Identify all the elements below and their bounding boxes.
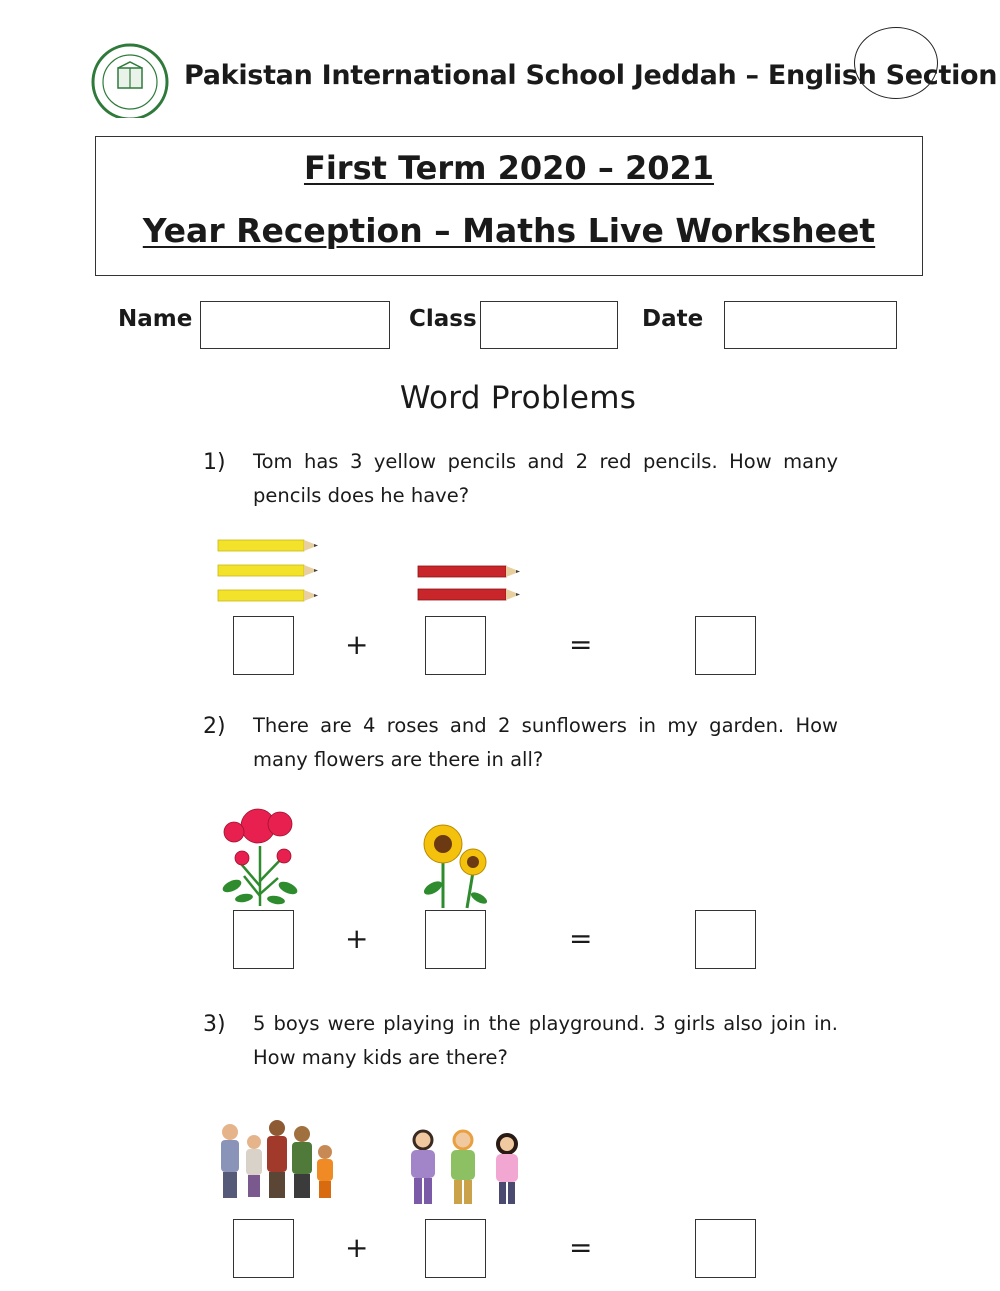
problem-2-equals: = <box>569 922 593 955</box>
name-field[interactable] <box>200 301 390 349</box>
problem-1-total-answer[interactable] <box>695 616 756 675</box>
problem-1-equals: = <box>569 628 593 661</box>
rose-icon <box>268 812 292 836</box>
problem-3-left-answer[interactable] <box>233 1219 294 1278</box>
boy-icon <box>292 1126 312 1198</box>
school-name: Pakistan International School Jeddah – English Section <box>184 60 998 91</box>
class-label: Class <box>409 306 477 332</box>
problem-3-equals: = <box>569 1231 593 1264</box>
school-logo <box>88 42 172 126</box>
problem-1-number: 1) <box>203 450 226 475</box>
problem-2-left-answer[interactable] <box>233 910 294 969</box>
girl-icon <box>451 1131 475 1204</box>
problem-3-plus: + <box>345 1231 369 1264</box>
problem-3-right-answer[interactable] <box>425 1219 486 1278</box>
title-box <box>95 136 923 276</box>
problem-1-text: Tom has 3 yellow pencils and 2 red pencils. How many pencils does he have? <box>253 450 838 507</box>
date-label: Date <box>642 306 704 332</box>
sunflower-icon <box>460 849 486 875</box>
sunflower-icon <box>424 825 462 863</box>
boys-image <box>218 1118 340 1207</box>
problem-2-right-answer[interactable] <box>425 910 486 969</box>
rose-icon <box>224 822 244 842</box>
girl-icon <box>411 1131 435 1204</box>
yellow-pencil-icon <box>218 540 318 551</box>
date-field[interactable] <box>724 301 897 349</box>
problem-2-text: There are 4 roses and 2 sunflowers in my garden. How many flowers are there in all? <box>253 714 838 771</box>
red-pencil-icon <box>418 589 520 600</box>
name-label: Name <box>118 306 193 332</box>
rose-icon <box>277 849 291 863</box>
problem-3-total-answer[interactable] <box>695 1219 756 1278</box>
problem-3-text: 5 boys were playing in the playground. 3 girls also join in. How many kids are there? <box>253 1012 838 1069</box>
problem-1-plus: + <box>345 628 369 661</box>
boy-icon <box>246 1135 262 1197</box>
rose-icon <box>235 851 249 865</box>
problem-1-left-answer[interactable] <box>233 616 294 675</box>
red-pencils-image <box>416 564 522 609</box>
term-title: First Term 2020 – 2021 <box>303 149 715 187</box>
roses-image <box>218 806 302 915</box>
red-pencil-icon <box>418 566 520 577</box>
boy-icon <box>267 1120 287 1198</box>
boy-icon <box>221 1124 239 1198</box>
score-oval <box>854 27 938 99</box>
section-title: Word Problems <box>399 380 637 416</box>
yellow-pencil-icon <box>218 565 318 576</box>
problem-3-number: 3) <box>203 1012 226 1037</box>
girl-icon <box>496 1135 518 1204</box>
yellow-pencil-icon <box>218 590 318 601</box>
problem-2-number: 2) <box>203 714 226 739</box>
class-field[interactable] <box>480 301 618 349</box>
problem-2-plus: + <box>345 922 369 955</box>
problem-2-total-answer[interactable] <box>695 910 756 969</box>
yellow-pencils-image <box>216 538 320 609</box>
girls-image <box>405 1128 527 1213</box>
problem-1-right-answer[interactable] <box>425 616 486 675</box>
worksheet-title: Year Reception – Maths Live Worksheet <box>142 211 876 250</box>
boy-icon <box>317 1145 333 1198</box>
sunflowers-image <box>421 822 491 915</box>
